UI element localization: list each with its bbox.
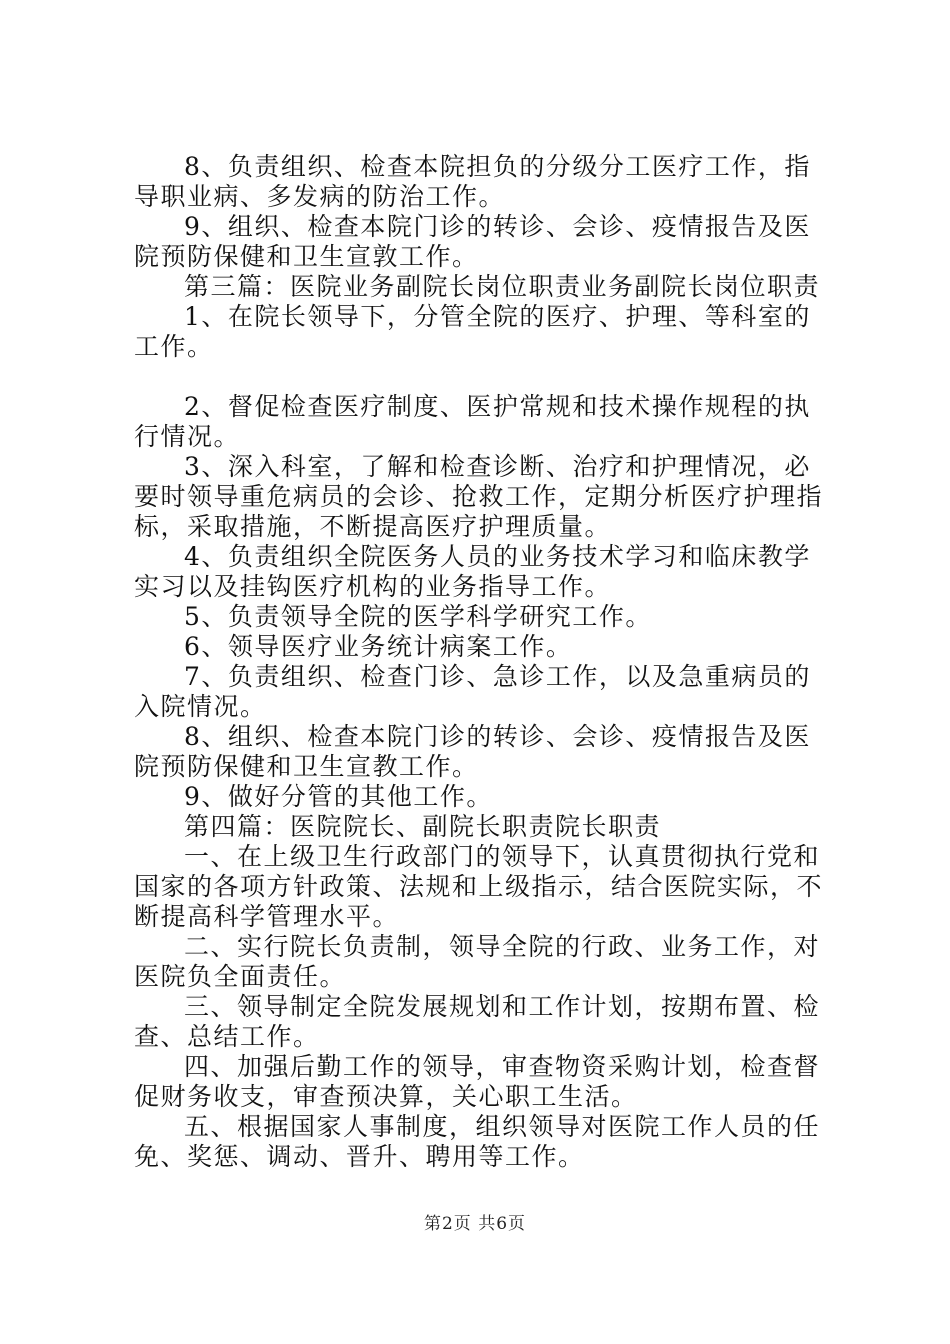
paragraph-vp-duty-2: 2、督促检查医疗制度、医护常规和技术操作规程的执行情况。: [134, 392, 811, 451]
paragraph-duty-9-referral: 9、组织、检查本院门诊的转诊、会诊、疫情报告及医院预防保健和卫生宣敦工作。: [134, 212, 811, 271]
paragraph-vp-duty-6: 6、领导医疗业务统计病案工作。: [184, 632, 573, 661]
section-heading-part-3: 第三篇：医院业务副院长岗位职责业务副院长岗位职责: [184, 272, 821, 301]
document-body: [134, 152, 834, 1172]
paragraph-duty-8-tiered-care: 8、负责组织、检查本院担负的分级分工医疗工作，指导职业病、多发病的防治工作。: [134, 152, 811, 211]
paragraph-vp-duty-3: 3、深入科室，了解和检查诊断、治疗和护理情况，必要时领导重危病员的会诊、抢救工作，定期分析医疗护理指标，采取措施，不断提高医疗护理质量。: [134, 452, 824, 541]
page-footer-number: 第2页 共6页: [423, 1214, 527, 1234]
paragraph-vp-duty-1: 1、在院长领导下，分管全院的医疗、护理、等科室的工作。: [134, 302, 811, 361]
paragraph-vp-duty-5: 5、负责领导全院的医学科学研究工作。: [184, 602, 652, 631]
paragraph-vp-duty-4: 4、负责组织全院医务人员的业务技术学习和临床教学实习以及挂钩医疗机构的业务指导工作。: [134, 542, 811, 601]
paragraph-president-duty-2: 二、实行院长负责制，领导全院的行政、业务工作，对医院负全面责任。: [134, 932, 821, 991]
paragraph-vp-duty-7: 7、负责组织、检查门诊、急诊工作，以及急重病员的入院情况。: [134, 662, 811, 721]
paragraph-vp-duty-8: 8、组织、检查本院门诊的转诊、会诊、疫情报告及医院预防保健和卫生宣教工作。: [134, 722, 811, 781]
paragraph-vp-duty-9: 9、做好分管的其他工作。: [184, 782, 493, 811]
paragraph-president-duty-1: 一、在上级卫生行政部门的领导下，认真贯彻执行党和国家的各项方针政策、法规和上级指示，结合医院实际，不断提高科学管理水平。: [134, 842, 824, 931]
paragraph-president-duty-4: 四、加强后勤工作的领导，审查物资采购计划，检查督促财务收支，审查预决算，关心职工生活。: [134, 1052, 821, 1111]
paragraph-president-duty-5: 五、根据国家人事制度，组织领导对医院工作人员的任免、奖惩、调动、晋升、聘用等工作。: [134, 1112, 821, 1171]
paragraph-president-duty-3: 三、领导制定全院发展规划和工作计划，按期布置、检查、总结工作。: [134, 992, 821, 1051]
section-heading-part-4: 第四篇：医院院长、副院长职责院长职责: [184, 812, 662, 841]
